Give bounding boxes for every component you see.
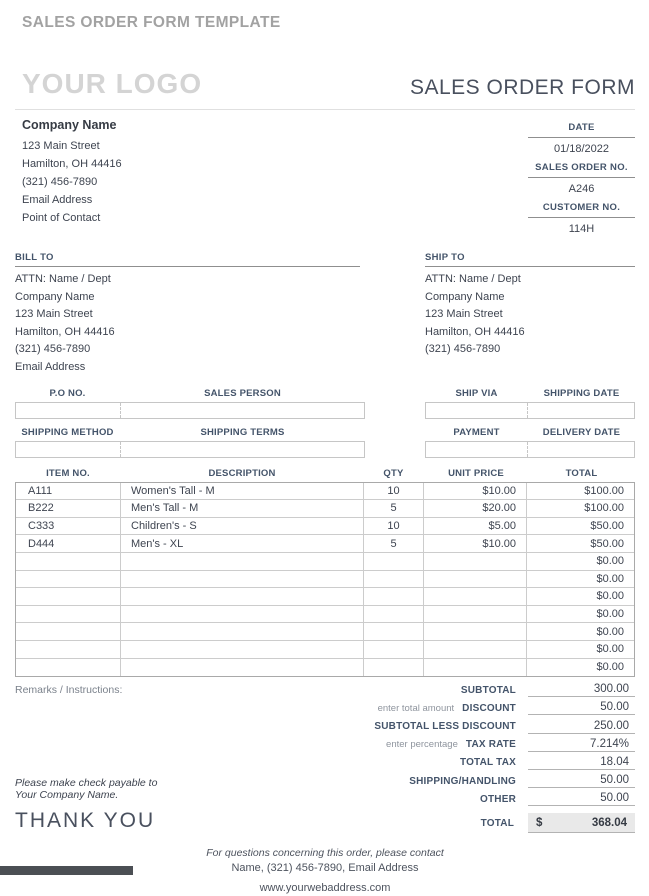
sales-order-no-value[interactable]: A246	[568, 183, 595, 195]
shipping-method-field[interactable]	[16, 442, 121, 457]
cell-description: Men's - XL	[121, 535, 364, 552]
header-total: TOTAL	[565, 467, 598, 479]
cell-description[interactable]	[121, 623, 364, 640]
cell-total: $100.00	[584, 502, 624, 515]
payment-field[interactable]	[426, 442, 528, 457]
discount-value[interactable]: 50.00	[528, 701, 635, 715]
bill-to-phone: (321) 456-7890	[15, 343, 91, 356]
currency-symbol: $	[536, 816, 543, 829]
shipping-method-label: SHIPPING METHOD	[21, 426, 114, 438]
ship-to-city: Hamilton, OH 44416	[425, 325, 525, 338]
page-title: SALES ORDER FORM TEMPLATE	[22, 14, 281, 31]
cell-unit-price[interactable]	[424, 641, 527, 658]
cell-description: Children's - S	[121, 518, 364, 535]
table-row-empty	[16, 588, 634, 606]
table-row-empty	[16, 606, 634, 624]
bill-ship-row	[15, 252, 635, 377]
cell-qty: 10	[364, 518, 424, 535]
cell-item-no[interactable]	[16, 571, 121, 588]
ship-to-company: Company Name	[425, 290, 505, 303]
cell-qty[interactable]	[364, 659, 424, 677]
cell-total: $100.00	[584, 484, 624, 497]
items-table-body	[15, 482, 635, 678]
bill-to-street: 123 Main Street	[15, 308, 93, 321]
subtotal-less-discount-label: SUBTOTAL LESS DISCOUNT	[374, 721, 516, 733]
cell-description: Men's Tall - M	[121, 500, 364, 517]
grand-total-value: 368.04	[591, 816, 627, 829]
cell-description: Women's Tall - M	[121, 483, 364, 500]
totals-column	[165, 681, 635, 833]
cell-item-no[interactable]	[16, 553, 121, 570]
cell-description[interactable]	[121, 553, 364, 570]
helper-text: enter percentage	[386, 739, 458, 751]
grand-total-row	[165, 813, 635, 833]
subtotal-row	[165, 681, 635, 699]
thank-you-text: THANK YOU	[15, 809, 156, 833]
cell-item-no[interactable]	[16, 606, 121, 623]
company-street: 123 Main Street	[22, 140, 100, 152]
header-qty: QTY	[383, 467, 404, 479]
customer-no-value[interactable]: 114H	[568, 223, 595, 235]
customer-no-label: CUSTOMER NO.	[528, 202, 635, 218]
bill-to-attn: ATTN: Name / Dept	[15, 273, 111, 285]
totals-area	[15, 681, 635, 833]
payable-note: Please make check payable to Your Company Name.	[15, 777, 158, 802]
company-city: Hamilton, OH 44416	[22, 158, 122, 170]
cell-item-no: D444	[16, 535, 121, 552]
cell-qty[interactable]	[364, 623, 424, 640]
cell-qty[interactable]	[364, 571, 424, 588]
bill-to-company: Company Name	[15, 290, 95, 303]
cell-total: $0.00	[596, 572, 624, 585]
bill-to-city: Hamilton, OH 44416	[15, 325, 115, 338]
cell-item-no[interactable]	[16, 659, 121, 677]
cell-qty[interactable]	[364, 588, 424, 605]
shipping-terms-label: SHIPPING TERMS	[200, 426, 285, 438]
cell-item-no: C333	[16, 518, 121, 535]
cell-qty: 5	[364, 535, 424, 552]
cell-qty[interactable]	[364, 606, 424, 623]
cell-description[interactable]	[121, 606, 364, 623]
table-row-empty	[16, 553, 634, 571]
shipping-terms-field[interactable]	[121, 442, 364, 457]
payment-label: PAYMENT	[453, 426, 500, 438]
cell-unit-price[interactable]	[424, 623, 527, 640]
cell-qty: 5	[364, 500, 424, 517]
cell-unit-price: $5.00	[424, 518, 527, 535]
company-email: Email Address	[22, 194, 93, 206]
table-row	[16, 483, 634, 501]
cell-item-no[interactable]	[16, 588, 121, 605]
notes-column	[15, 681, 165, 833]
cell-description[interactable]	[121, 641, 364, 658]
grand-total-label: TOTAL	[480, 817, 514, 829]
table-row	[16, 535, 634, 553]
delivery-date-field[interactable]	[528, 442, 634, 457]
cell-unit-price[interactable]	[424, 659, 527, 677]
company-contact: Point of Contact	[22, 212, 101, 224]
discount-row	[165, 699, 635, 717]
cell-item-no: A111	[16, 483, 121, 500]
footer-contact-line2: Name, (321) 456-7890, Email Address	[231, 862, 419, 875]
cell-qty: 10	[364, 483, 424, 500]
cell-description[interactable]	[121, 571, 364, 588]
bill-to-email: Email Address	[15, 360, 86, 373]
shipping-handling-row	[165, 772, 635, 790]
sales-order-no-label: SALES ORDER NO.	[528, 162, 635, 178]
cell-qty[interactable]	[364, 641, 424, 658]
table-row-empty	[16, 571, 634, 589]
cell-description[interactable]	[121, 659, 364, 677]
bill-to-section	[15, 252, 360, 377]
cell-total: $0.00	[596, 608, 624, 621]
company-phone: (321) 456-7890	[22, 176, 98, 188]
cell-qty[interactable]	[364, 553, 424, 570]
date-label: DATE	[528, 122, 635, 138]
subtotal-label: SUBTOTAL	[460, 684, 516, 696]
shipping-date-label: SHIPPING DATE	[543, 387, 620, 399]
footer-website-link[interactable]: www.yourwebaddress.com	[259, 882, 391, 895]
total-tax-label: TOTAL TAX	[459, 757, 516, 769]
logo-placeholder: YOUR LOGO	[22, 68, 203, 99]
other-row	[165, 790, 635, 808]
discount-label: DISCOUNT	[462, 702, 516, 714]
logo-row	[15, 68, 635, 100]
header-item-no: ITEM NO.	[46, 467, 90, 479]
ship-to-phone: (321) 456-7890	[425, 343, 501, 356]
po-no-label: P.O NO.	[49, 387, 86, 399]
remarks-label: Remarks / Instructions:	[15, 684, 123, 697]
ship-via-field[interactable]	[426, 403, 528, 418]
cell-unit-price: $10.00	[424, 483, 527, 500]
ship-to-label: SHIP TO	[425, 252, 635, 267]
ship-to-section	[425, 252, 635, 377]
shipping-handling-label: SHIPPING/HANDLING	[409, 775, 516, 787]
table-row-empty	[16, 641, 634, 659]
delivery-date-label: DELIVERY DATE	[542, 426, 621, 438]
cell-item-no[interactable]	[16, 623, 121, 640]
table-row	[16, 518, 634, 536]
bottom-corner-bar	[0, 866, 133, 875]
cell-total: $50.00	[590, 520, 624, 533]
sales-person-field[interactable]	[121, 403, 364, 418]
cell-unit-price: $20.00	[424, 500, 527, 517]
items-table-header	[15, 468, 635, 482]
table-row	[16, 500, 634, 518]
shipping-handling-value[interactable]: 50.00	[528, 774, 635, 788]
total-tax-row	[165, 754, 635, 772]
shipping-fields-left	[15, 388, 365, 458]
subtotal-less-discount-row	[165, 717, 635, 735]
company-info	[22, 118, 122, 242]
tax-rate-row	[165, 736, 635, 754]
cell-unit-price[interactable]	[424, 588, 527, 605]
shipping-fields-right	[425, 388, 635, 458]
cell-total: $0.00	[596, 625, 624, 638]
total-tax-value: 18.04	[528, 756, 635, 770]
ship-to-attn: ATTN: Name / Dept	[425, 273, 521, 285]
tax-rate-label: TAX RATE	[465, 739, 516, 751]
cell-unit-price[interactable]	[424, 571, 527, 588]
po-no-field[interactable]	[16, 403, 121, 418]
cell-total: $0.00	[596, 661, 624, 674]
header-unit-price: UNIT PRICE	[448, 467, 504, 479]
company-row	[15, 118, 635, 242]
cell-item-no: B222	[16, 500, 121, 517]
helper-text: enter total amount	[377, 702, 455, 714]
form-title: SALES ORDER FORM	[409, 76, 635, 99]
cell-description[interactable]	[121, 588, 364, 605]
shipping-fields	[15, 388, 635, 458]
cell-unit-price: $10.00	[424, 535, 527, 552]
ship-to-street: 123 Main Street	[425, 308, 503, 321]
cell-total: $50.00	[590, 537, 624, 550]
sales-person-label: SALES PERSON	[204, 387, 281, 399]
cell-item-no[interactable]	[16, 641, 121, 658]
table-row-empty	[16, 623, 634, 641]
cell-total: $0.00	[596, 555, 624, 568]
subtotal-value: 300.00	[528, 683, 635, 697]
footer-contact-line1: For questions concerning this order, please contact	[206, 847, 444, 860]
grand-total-box	[528, 813, 635, 833]
other-label: OTHER	[480, 793, 516, 805]
bill-to-label: BILL TO	[15, 252, 360, 267]
company-name: Company Name	[22, 118, 117, 132]
date-value[interactable]: 01/18/2022	[553, 143, 610, 155]
shipping-date-field[interactable]	[528, 403, 634, 418]
cell-total: $0.00	[596, 590, 624, 603]
cell-unit-price[interactable]	[424, 553, 527, 570]
header-description: DESCRIPTION	[208, 467, 276, 479]
header-divider	[15, 109, 635, 110]
order-meta	[528, 122, 635, 242]
other-value[interactable]: 50.00	[528, 792, 635, 806]
items-table	[15, 468, 635, 678]
table-row-empty	[16, 659, 634, 677]
cell-total: $0.00	[596, 643, 624, 656]
cell-unit-price[interactable]	[424, 606, 527, 623]
tax-rate-value[interactable]: 7.214%	[528, 738, 635, 752]
ship-via-label: SHIP VIA	[455, 387, 498, 399]
subtotal-less-discount-value: 250.00	[528, 720, 635, 734]
